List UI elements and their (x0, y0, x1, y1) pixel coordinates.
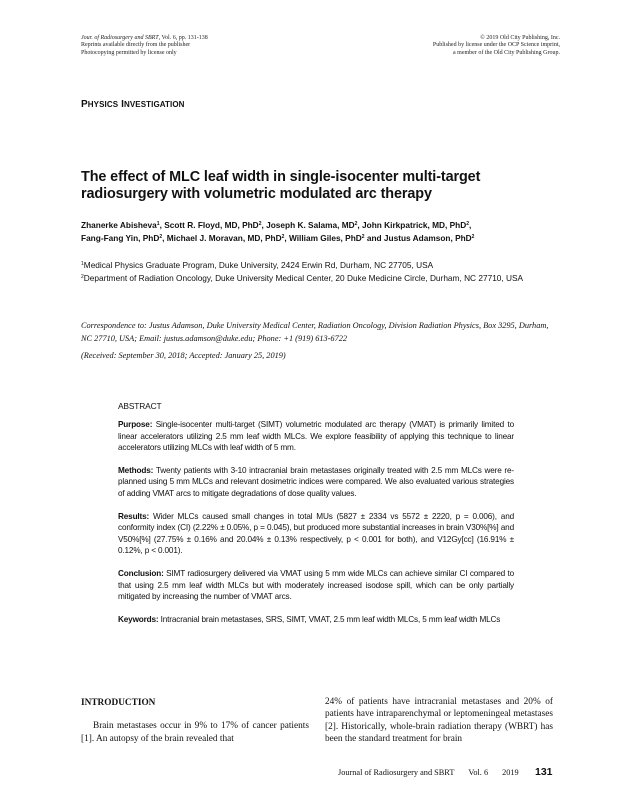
correspondence-info: Correspondence to: Justus Adamson, Duke University Medical Center, Radiation Oncology, Division Radiation Physics, Box 3295, Durham, NC 27710, USA; Email: justus.adamson@duke.edu; Phone: +1 (919) 613-6722 (81, 321, 549, 343)
header-right (433, 35, 560, 57)
author-name: Scott R. Floyd, MD, PhD (164, 220, 259, 230)
introduction-paragraph: Brain metastases occur in 9% to 17% of cancer patients [1]. An autopsy of the brain revealed that (81, 721, 309, 744)
abstract-results (118, 511, 514, 556)
received-accepted-dates: (Received: September 30, 2018; Accepted: January 25, 2019) (81, 351, 286, 360)
author-separator: , (469, 220, 472, 230)
author-name: John Kirkpatrick, MD, PhD (362, 220, 467, 230)
body-column-left (81, 697, 309, 745)
section-label (81, 99, 185, 110)
conclusion-label: Conclusion: (118, 569, 164, 579)
introduction-paragraph-continued: 24% of patients have intracranial metastases and 20% of patients have intraparenchymal or leptomeningeal metastases [2]. Historically, whole-brain radiation therapy (WBRT) has been the standard treatment for brain (325, 697, 553, 745)
title-line-2: radiosurgery with volumetric modulated arc therapy (81, 186, 432, 202)
affiliation-text: Medical Physics Graduate Program, Duke University, 2424 Erwin Rd, Durham, NC 27705, USA (83, 260, 434, 270)
affiliation-marker: 2 (258, 221, 262, 227)
author (164, 220, 266, 230)
author-separator: , (357, 220, 363, 230)
author-list (81, 219, 561, 245)
body-column-right (325, 696, 553, 746)
abstract-conclusion (118, 568, 514, 602)
affiliation-marker: 1 (156, 221, 160, 227)
author (384, 233, 475, 243)
affiliation-number: 2 (81, 273, 84, 280)
author-name: Zhanerke Abisheva (81, 220, 157, 230)
page-footer (338, 766, 553, 778)
affiliation (81, 272, 561, 285)
photocopying-note: Photocopying permitted by license only (81, 49, 177, 56)
abstract (118, 401, 514, 637)
affiliation-number: 1 (81, 261, 84, 267)
affiliation-marker: 2 (471, 234, 475, 240)
page-number: 131 (535, 766, 553, 778)
footer-volume: Vol. 6 (468, 768, 489, 777)
reprints-note: Reprints available directly from the publisher (81, 42, 191, 49)
author-name: Fang-Fang Yin, PhD (81, 233, 160, 243)
author-separator: , (261, 220, 267, 230)
purpose-text: Single-isocenter multi-target (SIMT) volumetric modulated arc therapy (VMAT) is primarily limited to linear accelerators utilizing 2.5 mm leaf width MLCs. We explore feasibility of applying this technique to linear accelerators utilizing MLCs with leaf width of 5 mm. (118, 420, 514, 452)
author-separator: , (284, 233, 289, 243)
volume-pages: , Vol. 6, pp. 131-138 (158, 35, 208, 41)
author-name: William Giles, PhD (288, 233, 362, 243)
author (81, 233, 167, 243)
author-separator: , (159, 220, 165, 230)
header-left (81, 35, 208, 57)
paper-title (81, 169, 551, 203)
author (289, 233, 384, 243)
author-name: Justus Adamson, PhD (383, 233, 472, 243)
conclusion-text: SIMT radiosurgery delivered via VMAT using 5 mm wide MLCs can achieve similar CI compared to that using 2.5 mm leaf width MLCs but with moderately increased isodose spill, which can be only partially mitigated by increasing the number of VMAT arcs. (118, 569, 514, 601)
footer-year: 2019 (502, 768, 519, 777)
abstract-heading: ABSTRACT (118, 401, 162, 411)
section-word-1-rest: HYSICS (87, 100, 119, 109)
copyright-note: © 2019 Old City Publishing, Inc. (480, 35, 560, 41)
author (81, 220, 164, 230)
author-name: Joseph K. Salama, MD (266, 220, 355, 230)
affiliation (81, 259, 561, 272)
section-word-2-rest: NVESTIGATION (123, 100, 185, 109)
author-separator: , (162, 233, 167, 243)
footer-journal: Journal of Radiosurgery and SBRT (338, 768, 455, 777)
title-line-1: The effect of MLC leaf width in single-isocenter multi-target (81, 169, 481, 185)
section-word-1-cap: P (81, 99, 88, 110)
affiliation-marker: 2 (466, 221, 470, 227)
abstract-methods (118, 465, 514, 499)
keywords-text: Intracranial brain metastases, SRS, SIMT, VMAT, 2.5 mm leaf width MLCs, 5 mm leaf width MLCs (158, 615, 501, 625)
abstract-purpose (118, 419, 514, 453)
keywords-label: Keywords: (118, 615, 159, 625)
introduction-heading: INTRODUCTION (81, 698, 156, 708)
results-label: Results: (118, 512, 150, 522)
author (266, 220, 362, 230)
abstract-keywords (118, 614, 514, 625)
affiliation-marker: 2 (361, 234, 365, 240)
author-separator: and (364, 233, 384, 243)
results-text: Wider MLCs caused small changes in total MUs (5827 ± 2334 vs 5572 ± 2220, p = 0.006), and conformity index (CI) (2.22% ± 0.05%, p = 0.045), but produced more substantial increases in brain V30%[%] and V50%[%] (27.75% ± 0.16% and 20.04% ± 0.13% respectively, p < 0.001 for both), and V12Gy[cc] (16.91% ± 0.12%, p < 0.001). (118, 512, 514, 555)
section-word-2-cap: I (121, 99, 124, 110)
license-note: Published by license under the OCP Science imprint, (432, 42, 560, 49)
affiliation-text: Department of Radiation Oncology, Duke University Medical Center, 20 Duke Medicine Circle, Durham, NC 27710, USA (83, 272, 524, 283)
affiliation-list (81, 259, 561, 284)
methods-label: Methods: (118, 466, 154, 476)
methods-text: Twenty patients with 3-10 intracranial brain metastases originally treated with 2.5 mm MLCs were re-planned using 5 mm MLCs and relevant dosimetric indices were compared. We also evaluated various strategies of adding VMAT arcs to mitigate degradations of dose quality values. (118, 466, 514, 498)
author (167, 233, 289, 243)
purpose-label: Purpose: (118, 420, 153, 430)
author (362, 220, 471, 230)
affiliation-marker: 2 (354, 221, 358, 227)
publisher-member-note: a member of the Old City Publishing Group. (453, 49, 560, 56)
affiliation-marker: 2 (159, 234, 163, 240)
author-name: Michael J. Moravan, MD, PhD (166, 233, 282, 243)
affiliation-marker: 2 (281, 234, 285, 240)
journal-name: Jour. of Radiosurgery and SBRT (81, 35, 159, 41)
